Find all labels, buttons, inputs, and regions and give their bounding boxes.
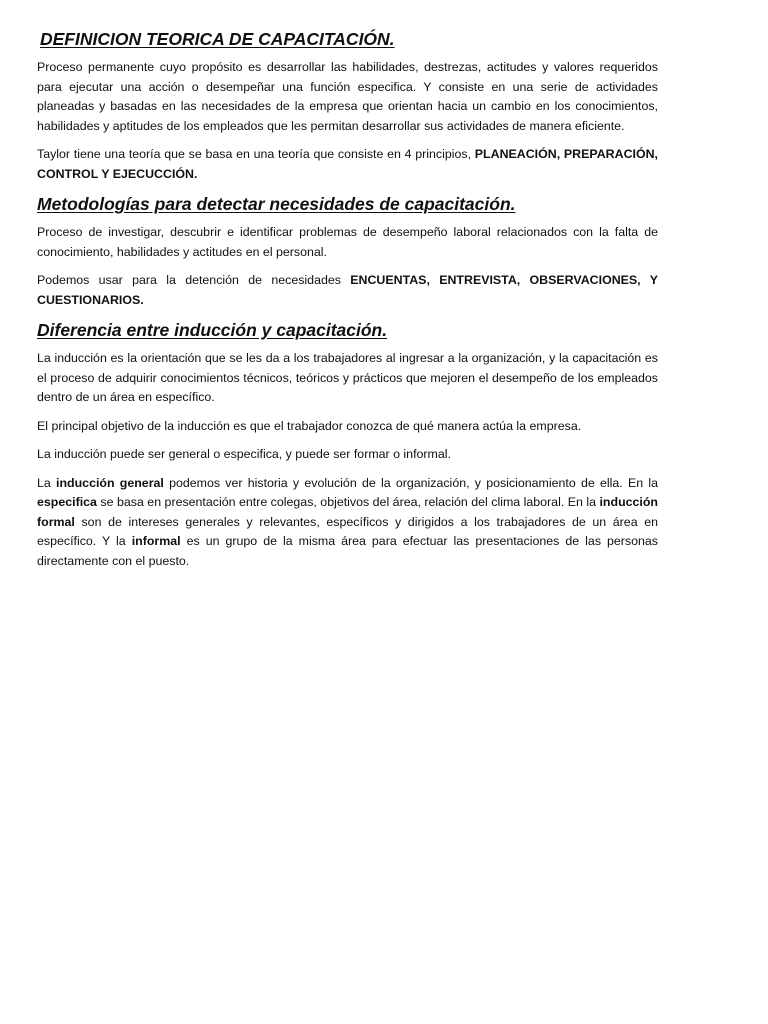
bold-especifica: especifica bbox=[37, 495, 97, 509]
bold-induccion-general: inducción general bbox=[56, 475, 164, 490]
paragraph-taylor bbox=[37, 145, 658, 184]
paragraph-induccion-def: La inducción es la orientación que se les da a los trabajadores al ingresar a la organización, y la capacitación es el proceso de adquirir conocimientos técnicos, teóricos y prácticos que mejoren el desempeño de los empleados dentro de un área en específico. bbox=[37, 351, 658, 404]
paragraph-deteccion-methods: ENCUENTAS, ENTREVISTA, OBSERVACIONES, Y CUESTIONARIOS. bbox=[37, 273, 658, 307]
text-fragment: son de intereses generales y relevantes, específicos y dirigidos a los trabajadores de un área en específico. Y la bbox=[37, 514, 658, 548]
text-fragment: La bbox=[37, 475, 57, 490]
section-title-metodologias: Metodologías para detectar necesidades de capacitación. bbox=[37, 194, 516, 214]
text-fragment: podemos ver historia y evolución de la organización, y posicionamiento de ella. En la bbox=[163, 475, 658, 490]
paragraph-definicion: Proceso permanente cuyo propósito es desarrollar las habilidades, destrezas, actitudes y valores requeridos para ejecutar una acción o desempeñar una función especifica. Y consiste en una serie de actividades planeadas y basadas en las necesidades de la empresa que orientan hacia un cambio en los conocimientos, habilidades y aptitudes de los empleados que les permitan desarrollar sus actividades de manera eficiente. bbox=[37, 60, 658, 133]
paragraph-induccion-detalle bbox=[37, 474, 658, 572]
paragraph-taylor-principles: PLANEACIÓN, PREPARACIÓN, CONTROL Y EJECUCCIÓN. bbox=[37, 147, 658, 181]
text-fragment: es un grupo de la misma área para efectuar las presentaciones de las personas directamente con el puesto. bbox=[37, 534, 658, 568]
paragraph-deteccion-text: Podemos usar para la detención de necesidades bbox=[37, 273, 351, 287]
paragraph-deteccion bbox=[37, 271, 658, 310]
section-title-diferencia: Diferencia entre inducción y capacitación. bbox=[37, 320, 388, 340]
document-page bbox=[37, 28, 658, 580]
bold-induccion-formal: inducción formal bbox=[37, 495, 658, 529]
paragraph-tipos: La inducción puede ser general o especifica, y puede ser formar o informal. bbox=[37, 447, 451, 461]
text-fragment: se basa en presentación entre colegas, objetivos del área, relación del clima laboral. En la bbox=[96, 495, 600, 509]
bold-informal: informal bbox=[131, 534, 181, 548]
section-title-definicion: DEFINICION TEORICA DE CAPACITACIÓN. bbox=[40, 29, 395, 49]
paragraph-proceso: Proceso de investigar, descubrir e identificar problemas de desempeño laboral relacionados con la falta de conocimiento, habilidades y actitudes en el personal. bbox=[37, 225, 658, 259]
paragraph-taylor-text: Taylor tiene una teoría que se basa en una teoría que consiste en 4 principios, bbox=[37, 147, 475, 161]
paragraph-objetivo: El principal objetivo de la inducción es que el trabajador conozca de qué manera actúa la empresa. bbox=[37, 418, 582, 433]
